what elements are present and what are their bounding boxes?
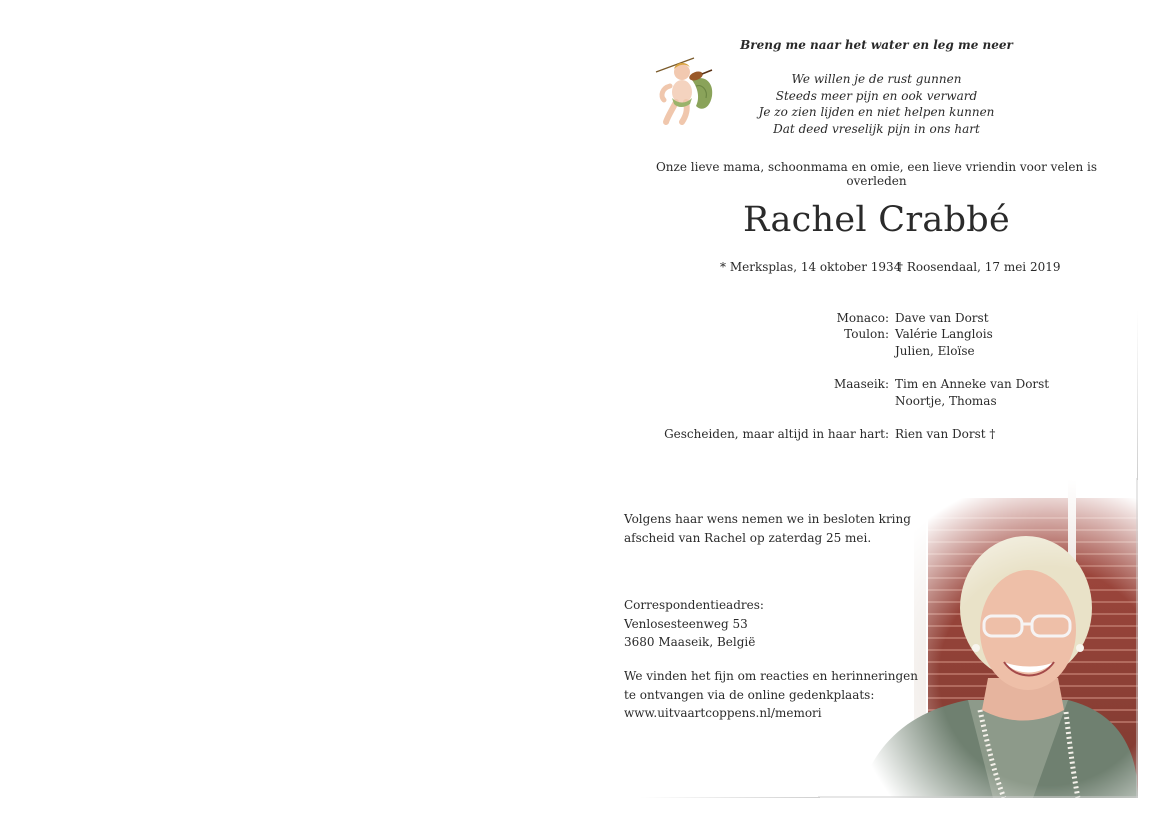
cherub-violin-icon (652, 52, 720, 130)
family-member: Rien van Dorst † (895, 427, 996, 441)
poem-title: Breng me naar het water en leg me neer (740, 38, 1013, 52)
address-line: 3680 Maaseik, België (624, 635, 756, 649)
family-label: Maaseik: (833, 377, 889, 391)
farewell-line: Volgens haar wens nemen we in besloten kring (624, 512, 911, 526)
farewell-line: afscheid van Rachel op zaterdag 25 mei. (624, 530, 872, 545)
intro-text: Onze lieve mama, schoonmama en omie, een lieve vriendin voor velen is overleden (655, 160, 1098, 188)
poem-line: Je zo zien lijden en niet helpen kunnen (758, 105, 995, 119)
page-bottom-rule (640, 797, 820, 798)
family-label: Monaco: (836, 311, 889, 325)
page-edge-rule (1137, 310, 1138, 480)
family-member: Valérie Langlois (895, 327, 993, 341)
farewell-text (624, 510, 911, 547)
reactions-text (624, 667, 918, 723)
address-line: Venlosesteenweg 53 (624, 616, 748, 631)
death-date: † Roosendaal, 17 mei 2019 (897, 260, 1061, 274)
family-member: Julien, Eloïse (895, 344, 975, 358)
poem-line: We willen je de rust gunnen (791, 72, 962, 86)
poem (680, 71, 1073, 137)
correspondence-address (624, 596, 764, 652)
poem-line: Dat deed vreselijk pijn in ons hart (773, 121, 980, 136)
address-line: Correspondentieadres: (624, 598, 764, 612)
family-label: Gescheiden, maar altijd in haar hart: (664, 427, 889, 441)
family-label: Toulon: (844, 327, 889, 341)
poem-line: Steeds meer pijn en ook verward (775, 88, 978, 103)
family-member: Tim en Anneke van Dorst (895, 377, 1050, 391)
reactions-line: We vinden het fijn om reacties en herinneringen (624, 669, 918, 683)
reactions-line: te ontvangen via de online gedenkplaats: (624, 687, 875, 702)
family-member: Dave van Dorst (895, 311, 989, 325)
memorial-link[interactable]: www.uitvaartcoppens.nl/memori (624, 706, 822, 720)
birth-date: * Merksplas, 14 oktober 1934 (720, 260, 902, 274)
family-member: Noortje, Thomas (895, 394, 997, 408)
deceased-name: Rachel Crabbé (743, 200, 1010, 240)
